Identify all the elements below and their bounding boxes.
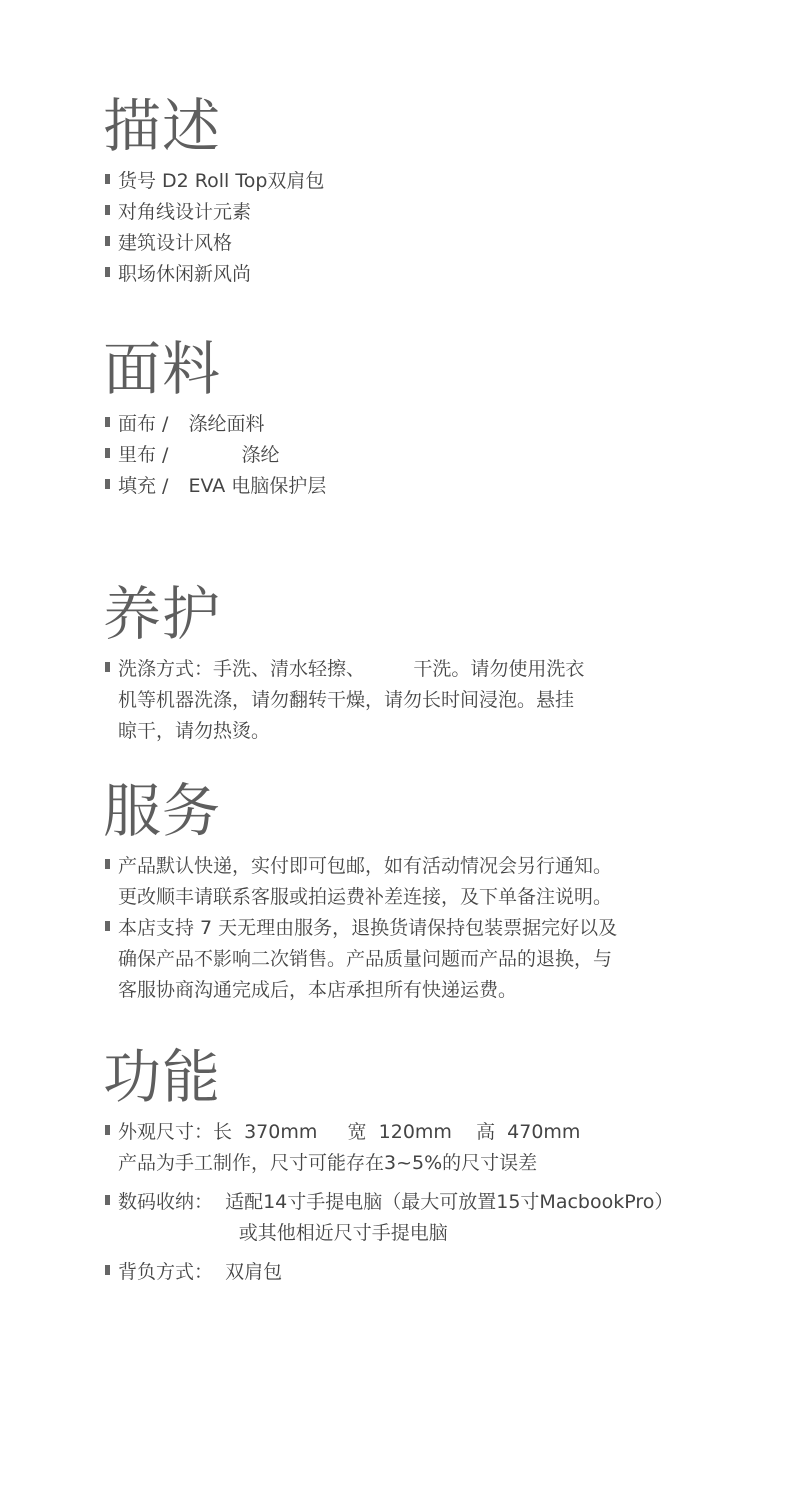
item-text: 产品默认快递，实付即可包邮，如有活动情况会另行通知。 <box>118 855 613 877</box>
item-label: 里布 / <box>118 444 175 466</box>
item-label: 填充 / <box>118 475 175 497</box>
section-description <box>103 94 750 290</box>
section-title: 服务 <box>103 777 222 845</box>
list-item <box>103 851 750 913</box>
item-text-continued: 客服协商沟通完成后，本店承担所有快递运费。 <box>118 979 518 1001</box>
item-text: 数码收纳： 适配14寸手提电脑（最大可放置15寸MacbookPro） <box>118 1191 674 1213</box>
item-list <box>103 851 750 1006</box>
bullet-icon <box>105 174 110 184</box>
item-text-continued: 晾干，请勿热烫。 <box>118 720 271 742</box>
list-item <box>103 1117 750 1179</box>
item-list <box>103 1117 750 1288</box>
item-value: 涤纶 <box>241 444 280 466</box>
item-text: 本店支持 7 天无理由服务，退换货请保持包装票据完好以及 <box>118 917 618 939</box>
item-text-continued: 更改顺丰请联系客服或拍运费补差连接，及下单备注说明。 <box>118 886 613 908</box>
item-text: 职场休闲新风尚 <box>118 263 252 285</box>
list-item <box>103 409 750 440</box>
list-item <box>103 228 750 259</box>
list-item <box>103 440 750 471</box>
bullet-icon <box>105 1125 110 1135</box>
section-fabric <box>103 337 750 502</box>
bullet-icon <box>105 417 110 427</box>
section-title: 养护 <box>103 580 222 648</box>
section-title: 描述 <box>103 92 222 160</box>
list-item <box>103 166 750 197</box>
list-item <box>103 259 750 290</box>
list-item <box>103 471 750 502</box>
bullet-icon <box>105 267 110 277</box>
item-list <box>103 654 750 747</box>
item-value: EVA 电脑保护层 <box>188 475 327 497</box>
item-text: 货号 D2 Roll Top双肩包 <box>118 170 325 192</box>
bullet-icon <box>105 1195 110 1205</box>
bullet-icon <box>105 205 110 215</box>
section-service <box>103 779 750 1006</box>
item-value: 涤纶面料 <box>188 413 265 435</box>
item-text: 洗涤方式：手洗、清水轻擦、 干洗。请勿使用洗衣 <box>118 658 585 680</box>
bullet-icon <box>105 662 110 672</box>
item-label: 面布 / <box>118 413 175 435</box>
bullet-icon <box>105 1265 110 1275</box>
list-item <box>103 1187 750 1249</box>
bullet-icon <box>105 448 110 458</box>
list-item <box>103 197 750 228</box>
item-list <box>103 166 750 290</box>
bullet-icon <box>105 479 110 489</box>
item-text-continued: 确保产品不影响二次销售。产品质量问题而产品的退换，与 <box>118 948 613 970</box>
item-text: 外观尺寸：长 370mm 宽 120mm 高 470mm <box>118 1121 581 1143</box>
list-item <box>103 913 750 1006</box>
item-text: 背负方式： 双肩包 <box>118 1261 283 1283</box>
section-title: 功能 <box>103 1043 222 1111</box>
bullet-icon <box>105 921 110 931</box>
section-care <box>103 582 750 747</box>
bullet-icon <box>105 859 110 869</box>
item-text-continued: 机等机器洗涤，请勿翻转干燥，请勿长时间浸泡。悬挂 <box>118 689 575 711</box>
item-text-continued: 或其他相近尺寸手提电脑 <box>118 1222 448 1244</box>
section-features <box>103 1045 750 1288</box>
item-text: 对角线设计元素 <box>118 201 252 223</box>
item-text: 建筑设计风格 <box>118 232 233 254</box>
bullet-icon <box>105 236 110 246</box>
item-list <box>103 409 750 502</box>
section-title: 面料 <box>103 335 222 403</box>
item-text-continued: 产品为手工制作，尺寸可能存在3~5%的尺寸误差 <box>118 1152 538 1174</box>
list-item <box>103 654 750 747</box>
list-item <box>103 1257 750 1288</box>
